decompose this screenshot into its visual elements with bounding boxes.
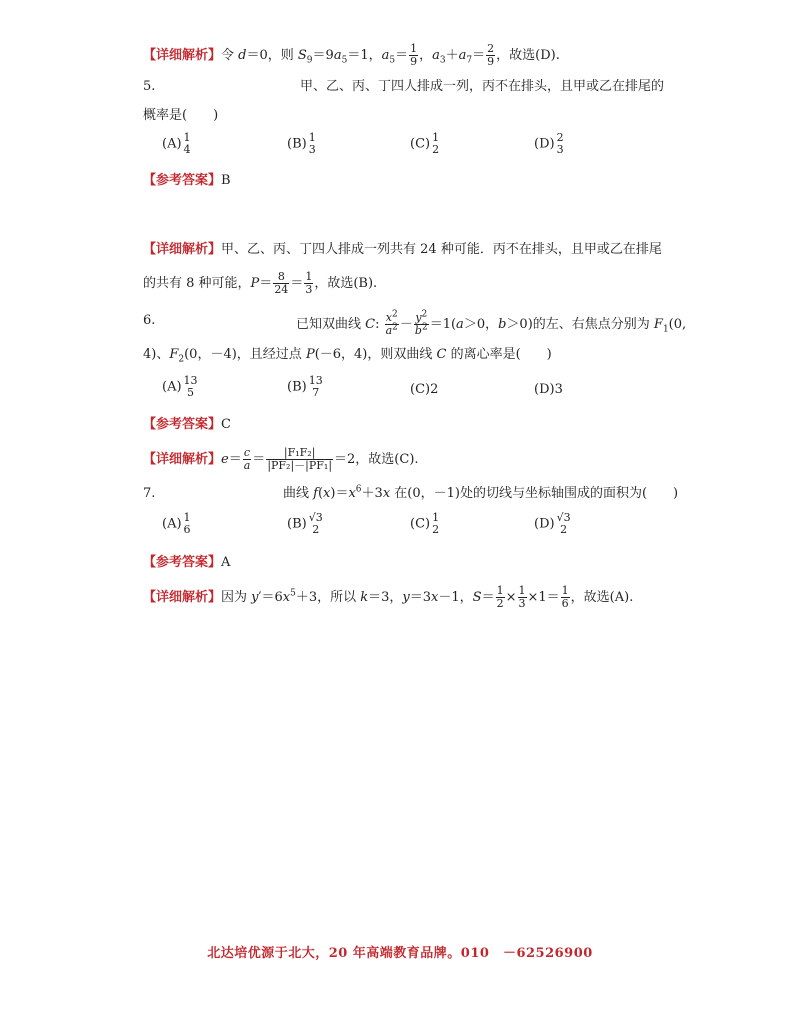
- numerator: 1: [496, 584, 504, 597]
- text: ，: [419, 48, 433, 63]
- text: ×: [505, 590, 517, 605]
- fraction: [243, 447, 252, 472]
- text: ＋: [445, 48, 459, 63]
- analysis-tag: 【详细解析】: [143, 452, 222, 467]
- text: ＝0，则: [246, 48, 298, 63]
- subscript: 3: [439, 55, 446, 66]
- text: ，故选(D).: [496, 48, 560, 63]
- fraction: [431, 132, 440, 156]
- q5-stem-line2: 概率是( ): [143, 108, 219, 123]
- q7-option-a: [162, 512, 193, 536]
- denominator: 5: [187, 386, 195, 399]
- subscript: 9: [306, 55, 313, 66]
- q4-analysis-line: [143, 43, 560, 68]
- q5-number: 5.: [143, 79, 156, 94]
- answer-tag: 【参考答案】: [143, 173, 222, 188]
- answer-tag: 【参考答案】: [143, 417, 222, 432]
- var-S: S: [472, 590, 482, 605]
- q6-stem-line1: [296, 309, 687, 337]
- text: ＝: [472, 48, 486, 63]
- denominator: 2: [496, 597, 504, 610]
- var-x: x: [431, 590, 439, 605]
- var-e: e: [221, 452, 229, 467]
- text: ＝: [252, 452, 266, 467]
- text: 的共有 8 种可能，: [143, 276, 251, 291]
- text: ′＝6: [258, 590, 283, 605]
- analysis-tag: 【详细解析】: [143, 48, 222, 63]
- text: ＝: [290, 276, 304, 291]
- var-F: F: [169, 347, 179, 362]
- option-label: (A): [162, 379, 182, 395]
- q6-number: 6.: [143, 313, 156, 328]
- option-label: (D): [534, 136, 555, 152]
- var-x: x: [385, 311, 392, 324]
- q5-option-b: [287, 132, 318, 156]
- var-x: x: [323, 486, 331, 501]
- fraction: [266, 447, 333, 472]
- denominator: 3: [556, 143, 564, 156]
- numerator: 1: [432, 131, 440, 144]
- option-value: 3: [554, 382, 563, 397]
- numerator: √3: [308, 511, 323, 524]
- var-b: b: [414, 324, 422, 337]
- q6-stem-line2: [143, 346, 552, 364]
- denominator: [414, 322, 429, 337]
- var-P: P: [305, 347, 315, 362]
- q6-analysis: [143, 447, 419, 472]
- fraction: [183, 132, 192, 156]
- answer-value: B: [221, 173, 231, 188]
- q6-option-a: [162, 375, 200, 399]
- option-label: (B): [287, 379, 307, 395]
- numerator: 2: [487, 42, 495, 55]
- q5-analysis-line1: [143, 241, 662, 259]
- denominator: 9: [487, 55, 495, 68]
- text: 4)、: [143, 347, 170, 362]
- fraction: [414, 309, 429, 337]
- var-C: C: [365, 317, 376, 332]
- answer-value: C: [221, 417, 231, 432]
- q5-stem-line1: 甲、乙、丙、丁四人排成一列，丙不在排头，且甲或乙在排尾的: [300, 79, 665, 94]
- text: 已知双曲线: [296, 317, 366, 332]
- var-P: P: [250, 276, 260, 291]
- fraction: [385, 309, 399, 337]
- numerator: 1: [410, 42, 418, 55]
- denominator: 4: [183, 143, 191, 156]
- var-y: y: [251, 590, 259, 605]
- fraction: [308, 375, 324, 399]
- superscript: 6: [355, 484, 362, 495]
- var-a: a: [333, 48, 342, 63]
- superscript: 2: [392, 309, 398, 320]
- var-C: C: [436, 347, 447, 362]
- fraction: [556, 132, 565, 156]
- text: ＝9: [312, 48, 334, 63]
- text: ＞0，: [463, 317, 499, 332]
- fraction: [308, 512, 324, 536]
- numerator: 8: [273, 271, 289, 284]
- var-S: S: [297, 48, 307, 63]
- subscript: 5: [389, 55, 396, 66]
- var-a: a: [381, 48, 390, 63]
- option-label: (B): [287, 516, 307, 532]
- var-k: k: [360, 590, 369, 605]
- text: ＝2，故选(C).: [334, 452, 419, 467]
- subscript: 2: [178, 354, 185, 365]
- var-d: d: [238, 48, 247, 63]
- footer-slogan: 北达培优源于北大，20 年高端教育品牌。010 －62526900: [207, 946, 593, 961]
- text: 甲、乙、丙、丁四人排成一列共有 24 种可能．丙不在排头，且甲或乙在排尾: [221, 242, 662, 257]
- option-label: (A): [162, 516, 182, 532]
- numerator: 1: [518, 584, 526, 597]
- superscript: 2: [392, 322, 398, 333]
- option-value: 2: [430, 382, 439, 397]
- denominator: 3: [308, 143, 316, 156]
- fraction: [273, 271, 289, 296]
- q7-option-d: [534, 512, 573, 536]
- numerator: 1: [305, 270, 313, 283]
- text: －: [399, 317, 413, 332]
- numerator: 1: [183, 511, 191, 524]
- var-F: F: [653, 317, 663, 332]
- text: ＝3，: [368, 590, 403, 605]
- q7-analysis: [143, 585, 633, 610]
- denominator: a: [243, 459, 251, 472]
- text: ＝: [228, 452, 242, 467]
- fraction: [183, 375, 199, 399]
- subscript: 7: [466, 55, 473, 66]
- analysis-tag: 【详细解析】: [143, 242, 222, 257]
- superscript: 2: [421, 322, 428, 333]
- fraction: [409, 43, 418, 68]
- text: :: [375, 317, 384, 332]
- fraction: [486, 43, 495, 68]
- subscript: 1: [662, 324, 669, 335]
- superscript: 2: [421, 309, 428, 320]
- text: (0，－4)，且经过点: [184, 347, 306, 362]
- var-a: a: [385, 324, 393, 337]
- text: ×1＝: [527, 590, 560, 605]
- q5-analysis-line2: [143, 271, 377, 296]
- text: ＝1，: [347, 48, 382, 63]
- analysis-tag: 【详细解析】: [143, 590, 222, 605]
- q5-answer: [143, 172, 231, 190]
- denominator: 3: [305, 283, 313, 296]
- numerator: c: [243, 446, 251, 459]
- option-label: (D): [534, 516, 555, 532]
- text: )＝: [330, 486, 349, 501]
- q7-option-b: [287, 512, 325, 536]
- text: －1，: [438, 590, 473, 605]
- var-a: a: [432, 48, 440, 63]
- var-b: b: [498, 317, 507, 332]
- text: ＝3: [409, 590, 432, 605]
- fraction: [518, 585, 527, 610]
- denominator: 6: [183, 523, 191, 536]
- text: ，故选(A).: [570, 590, 634, 605]
- fraction: [308, 132, 317, 156]
- q6-option-d: [534, 381, 563, 399]
- var-f: f: [313, 486, 318, 501]
- denominator: 3: [518, 597, 526, 610]
- option-label: (C): [410, 516, 431, 532]
- denominator: |PF₂|－|PF₁|: [267, 459, 333, 472]
- text: 曲线: [283, 486, 314, 501]
- text: 因为: [221, 590, 252, 605]
- denominator: 2: [312, 523, 320, 536]
- option-label: (C): [410, 136, 431, 152]
- q7-stem: [283, 485, 678, 503]
- denominator: 2: [560, 523, 568, 536]
- text: (－6，4)，则双曲线: [314, 347, 437, 362]
- numerator: √3: [556, 511, 571, 524]
- text: ＞0)的左、右焦点分别为: [506, 317, 654, 332]
- var-x: x: [382, 486, 391, 501]
- q7-option-c: [410, 512, 441, 536]
- q7-number: 7.: [143, 486, 156, 501]
- q5-option-c: [410, 132, 441, 156]
- text: (: [317, 486, 324, 501]
- numerator: 13: [183, 374, 198, 387]
- fraction: [431, 512, 440, 536]
- text: ＝: [259, 276, 273, 291]
- text: ＝1(: [429, 317, 457, 332]
- numerator: |F₁F₂|: [266, 447, 333, 460]
- text: 的离心率是( ): [446, 347, 552, 362]
- text: ＋3: [361, 486, 383, 501]
- q5-option-d: [534, 132, 566, 156]
- option-label: (A): [162, 136, 182, 152]
- answer-value: A: [221, 555, 231, 570]
- fraction: [183, 512, 192, 536]
- text: (0,: [668, 317, 687, 332]
- var-y: y: [402, 590, 410, 605]
- option-label: (B): [287, 136, 307, 152]
- text: ＝: [395, 48, 409, 63]
- option-label: (C): [410, 382, 431, 397]
- q6-option-b: [287, 375, 325, 399]
- text: 在(0，－1)处的切线与坐标轴围成的面积为( ): [390, 486, 679, 501]
- fraction: [304, 271, 313, 296]
- numerator: 2: [556, 131, 564, 144]
- var-y: y: [415, 311, 422, 324]
- var-a: a: [458, 48, 467, 63]
- var-x: x: [348, 486, 356, 501]
- denominator: 2: [432, 523, 440, 536]
- denominator: 24: [274, 283, 289, 296]
- fraction: [496, 585, 505, 610]
- fraction: [561, 585, 570, 610]
- option-label: (D): [534, 382, 555, 397]
- answer-tag: 【参考答案】: [143, 555, 222, 570]
- numerator: 1: [183, 131, 191, 144]
- denominator: 6: [561, 597, 569, 610]
- q5-option-a: [162, 132, 193, 156]
- numerator: 1: [561, 584, 569, 597]
- fraction: [556, 512, 572, 536]
- text: ＋3，所以: [295, 590, 361, 605]
- superscript: 5: [290, 588, 296, 599]
- text: 令: [221, 48, 239, 63]
- subscript: 5: [341, 55, 348, 66]
- numerator: 1: [432, 511, 440, 524]
- denominator: 9: [410, 55, 418, 68]
- numerator: 1: [308, 131, 316, 144]
- q7-answer: [143, 554, 230, 572]
- denominator: 2: [432, 143, 440, 156]
- var-x: x: [282, 590, 291, 605]
- denominator: [385, 322, 399, 337]
- var-a: a: [456, 317, 464, 332]
- numerator: 13: [308, 374, 323, 387]
- text: ＝: [481, 590, 495, 605]
- q6-option-c: [410, 381, 438, 399]
- denominator: 7: [312, 386, 320, 399]
- text: ，故选(B).: [314, 276, 378, 291]
- q6-answer: [143, 416, 231, 434]
